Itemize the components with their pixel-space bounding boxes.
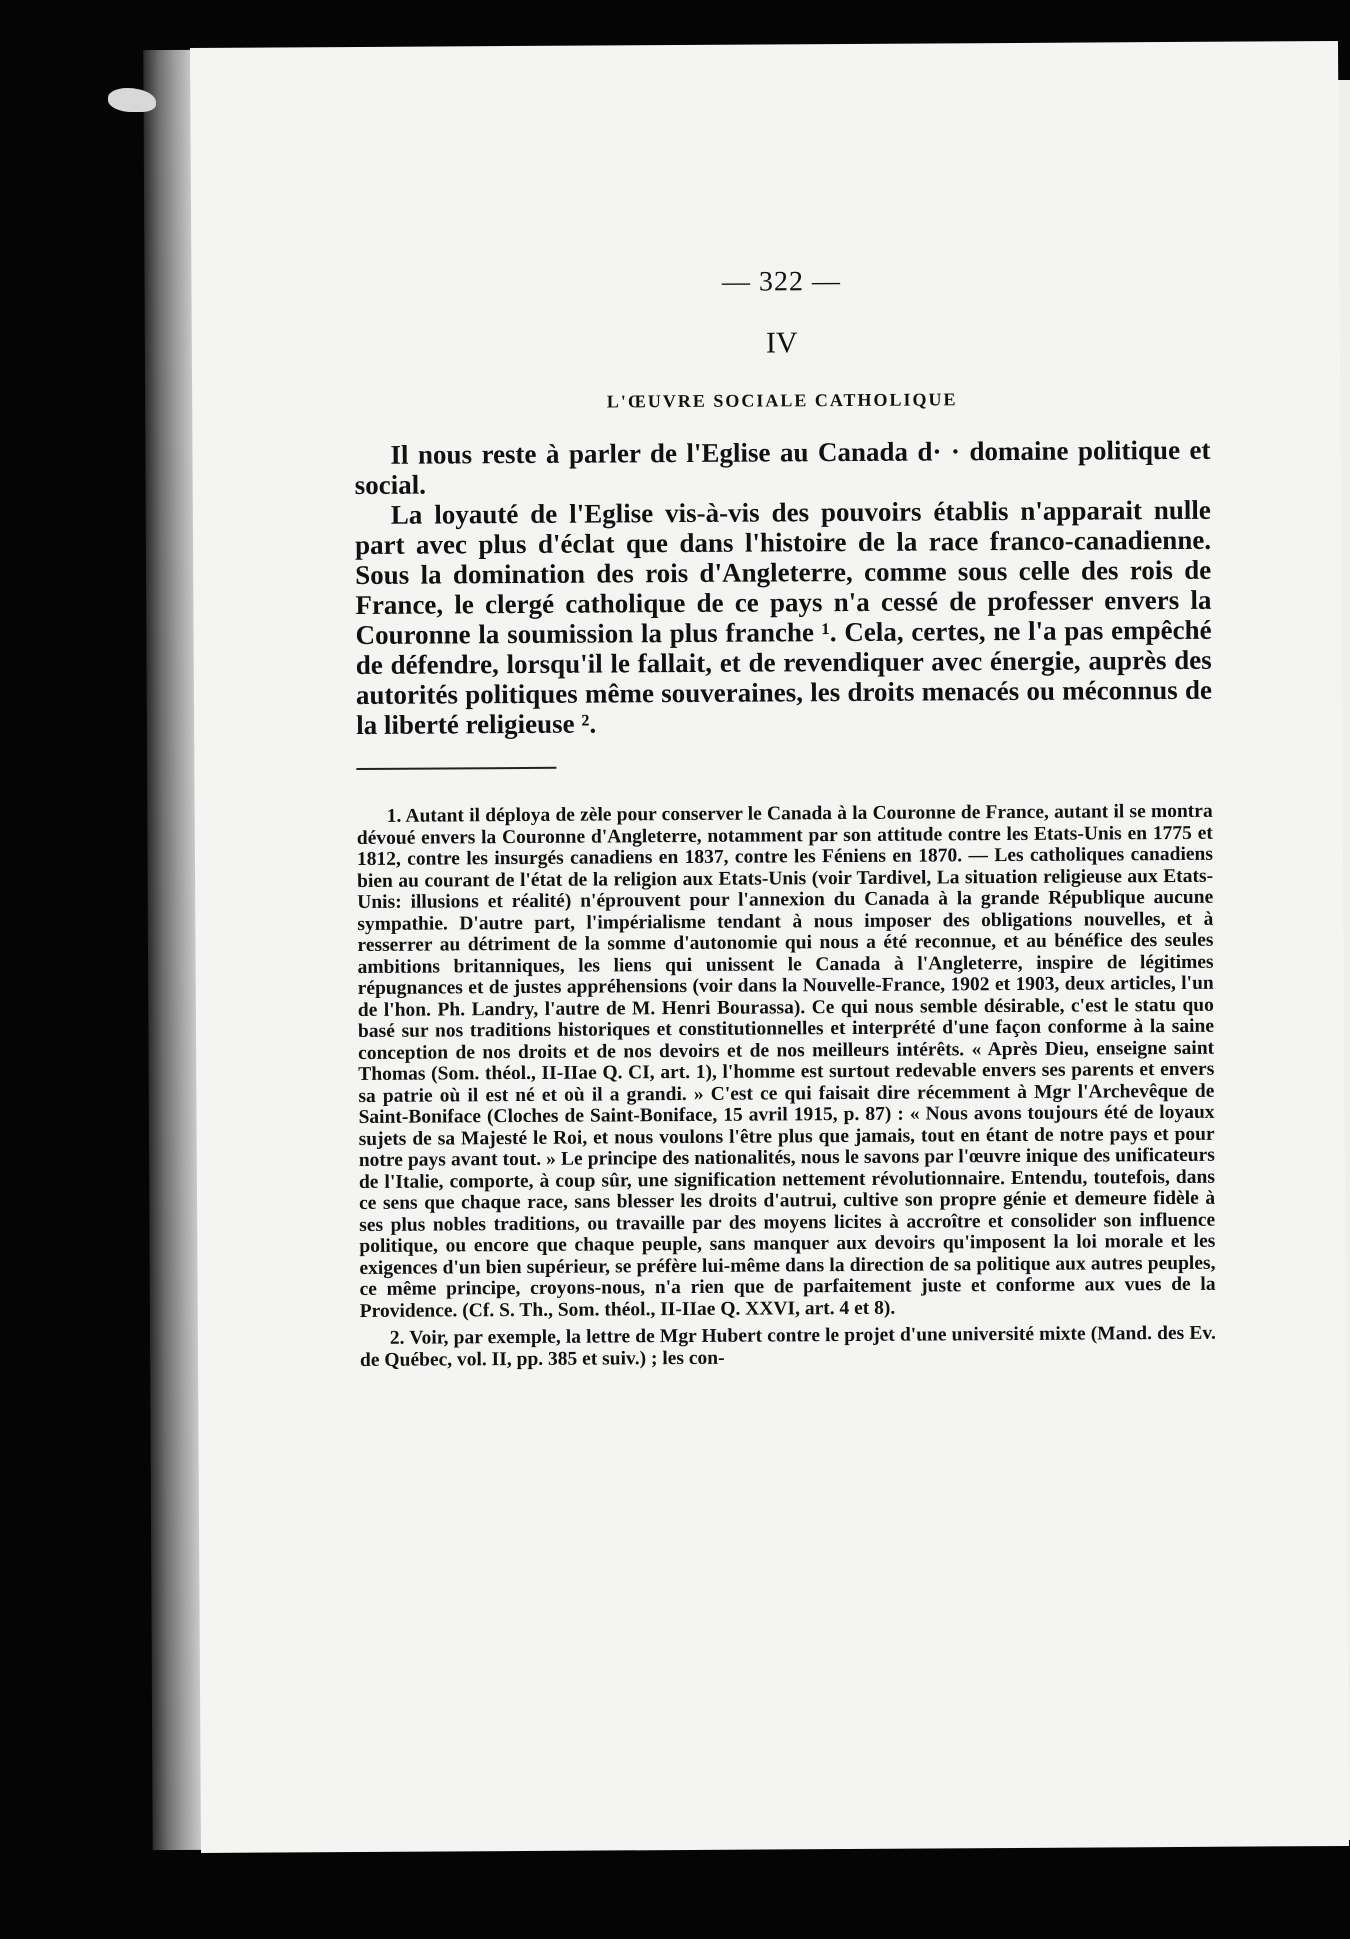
footnote-separator xyxy=(356,767,556,770)
body-paragraph: Il nous reste à parler de l'Eglise au Canada d· · domaine politique et social. xyxy=(354,434,1211,501)
page-content xyxy=(353,264,1216,1377)
document-page xyxy=(190,41,1349,1853)
section-title: L'ŒUVRE SOCIALE CATHOLIQUE xyxy=(606,389,958,412)
footnote: 2. Voir, par exemple, la lettre de Mgr Hubert contre le projet d'une université mixte (Mand. des Ev. de Québec, vol. II, pp. 385 et suiv.) ; les con- xyxy=(359,1322,1216,1371)
chapter-number: IV xyxy=(765,326,798,360)
page-number: — 322 — xyxy=(721,266,842,298)
footnote: 1. Autant il déploya de zèle pour conserver le Canada à la Couronne de France, autant il se montra dévoué envers la Couronne d'Angleterre, notamment par son attitude contre les Etats-Unis en 1775 et 1812, contre les insurgés canadiens en 1837, contre les Féniens en 1870. — Les catholiques canadiens bien au courant de l'état de la religion aux Etats-Unis (voir Tardivel, La situation religieuse aux Etats-Unis: illusions et réalité) n'éprouvent pour l'annexion du Canada à la grande République aucune sympathie. D'autre part, l'impérialisme tendant à nous imposer des obligations nouvelles, et à resserrer au détriment de la somme d'autonomie qui nous a été reconnue, et au bénéfice des seules ambitions britanniques, les liens qui unissent le Canada à l'Angleterre, inspire de légitimes répugnances et de justes appréhensions (voir dans la Nouvelle-France, 1902 et 1903, deux articles, l'un de l'hon. Ph. Landry, l'autre de M. Henri Bourassa). Ce qui nous semble désirable, c'est le statu quo basé sur nos traditions historiques et constitutionnelles et interprété d'une façon conforme à la saine conception de nos droits et de nos devoirs et de nos meilleurs intérêts. « Après Dieu, enseigne saint Thomas (Som. théol., II-IIae Q. CI, art. 1), l'homme est surtout redevable envers ses parents et envers sa patrie où il est né et où il a grandi. » C'est ce qui faisait dire récemment à Mgr l'Archevêque de Saint-Boniface (Cloches de Saint-Boniface, 15 avril 1915, p. 87) : « Nous avons toujours été de loyaux sujets de sa Majesté le Roi, et nous voulons l'être plus que jamais, tout en étant de notre pays et pour notre pays avant tout. » Le principe des nationalités, nous le savons par l'œuvre inique des unificateurs de l'Italie, comporte, à coup sûr, une signification nettement révolutionnaire. Entendu, toutefois, dans ce sens que chaque race, sans blesser les droits d'autrui, cultive son propre génie et demeure fidèle à ses plus nobles traditions, ou travaille par des moyens licites à accroître et consolider son influence politique, ou encore que chaque peuple, sans manquer aux devoirs qu'imposent la loi morale et les exigences d'un bien supérieur, se préfère lui-même dans la direction de sa politique aux autres peuples, ce même principe, croyons-nous, n'a rien que de parfaitement juste et conforme aux vues de la Providence. (Cf. S. Th., Som. théol., II-IIae Q. XXVI, art. 4 et 8). xyxy=(356,800,1216,1322)
body-paragraph: La loyauté de l'Eglise vis-à-vis des pouvoirs établis n'apparait nulle part avec plus d'éclat que dans l'histoire de la race franco-canadienne. Sous la domination des rois d'Angleterre, comme sous celle des rois de France, le clergé catholique de ce pays n'a cessé de professer envers la Couronne la soumission la plus franche ¹. Cela, certes, ne l'a pas empêché de défendre, lorsqu'il le fallait, et de revendiquer avec énergie, auprès des autorités politiques même souveraines, les droits menacés ou méconnus de la liberté religieuse ². xyxy=(354,494,1213,740)
